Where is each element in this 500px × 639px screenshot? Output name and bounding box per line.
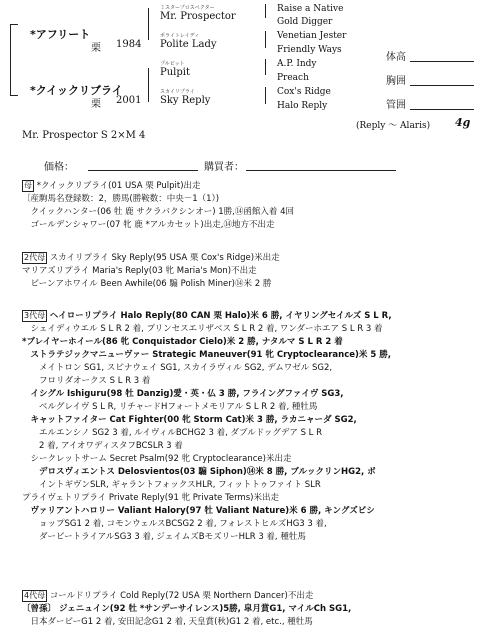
dam-name: *クイックリブライ xyxy=(30,84,123,97)
buyer-label: 購買者： xyxy=(204,162,244,173)
section-line: イントギヴンSLR, ギャラントフォックスHLR, フィットトゥファイト SLR xyxy=(22,480,321,490)
bracket-line xyxy=(10,95,18,96)
section-line: マリアズリプライ Maria's Reply(03 牝 Maria's Mon)不出走 xyxy=(22,266,257,276)
section-2nd-dam xyxy=(22,252,280,291)
cannon-label: 管囲 xyxy=(386,100,406,111)
section-line: 2 着, アイオワディスタフBCSLR 3 着 xyxy=(22,441,183,451)
cannon-field xyxy=(410,109,474,110)
gen3-4: Friendly Ways xyxy=(277,45,342,55)
gen3-5: A.P. Indy xyxy=(277,59,317,69)
section-line: キャットファイター Cat Fighter(00 牝 Storm Cat)米 3 勝, ラカニャーダ SG2, xyxy=(22,415,357,425)
section-line: 日本ダービーG1 2 着, 安田記念G1 2 着, 天皇賞(秋)G1 2 着, etc., 種牡馬 xyxy=(22,617,313,627)
dam-sire-name: Pulpit xyxy=(160,67,190,78)
section-line: フロリダオークス S L R 3 着 xyxy=(22,376,151,386)
sire-dam-ruby: ポライトレイディ xyxy=(160,33,200,39)
section-line: ストラテジックマニューヴァー Strategic Maneuver(91 牝 Cryptoclearance)米 5 勝, xyxy=(22,350,391,360)
section-4th-dam xyxy=(22,590,351,629)
section-tag: 2代母 xyxy=(24,253,46,262)
buyer-field xyxy=(246,170,396,171)
height-label: 体高 xyxy=(386,52,406,63)
gen3-3: Venetian Jester xyxy=(277,31,347,41)
bracket-line xyxy=(10,24,11,96)
section-line: ョップSG1 2 着, コモンウェルスBCSG2 2 着, フォレストヒルズHG3 3 着, xyxy=(22,519,327,529)
gen3-1: Raise a Native xyxy=(277,4,344,14)
section-line: *クイックリブライ(01 USA 栗 Pulpit)出走 xyxy=(36,181,201,191)
height-field xyxy=(410,61,474,62)
section-line: プライヴェトリプライ Private Reply(91 牝 Private Terms)米出走 xyxy=(22,493,279,503)
section-line: ビーンアホワイル Been Awhile(06 騸 Polish Miner)⑭米 2 勝 xyxy=(22,279,272,289)
section-line: スカイリプライ Sky Reply(95 USA 栗 Cox's Ridge)米出走 xyxy=(49,253,280,263)
bracket-line xyxy=(265,87,266,104)
bracket-line xyxy=(10,24,18,25)
reply-note: (Reply ～ Alaris) xyxy=(356,121,431,131)
sire-dam-name: Polite Lady xyxy=(160,39,217,50)
sire-year: 1984 xyxy=(116,39,142,50)
gen3-7: Cox's Ridge xyxy=(277,87,331,97)
section-line: 〔曾孫〕 ジェニュイン(92 牡 *サンデーサイレンス)5勝, 皐月賞G1, マイルCh SG1, xyxy=(22,604,352,614)
section-tag: 母 xyxy=(24,181,32,190)
price-label: 価格： xyxy=(44,162,74,173)
section-line: ヴァリアントハロリー Valiant Halory(97 牡 Valiant Nature)米 6 勝, キングズビシ xyxy=(22,506,375,516)
section-tag: 3代母 xyxy=(24,311,46,320)
bracket-line xyxy=(265,59,266,75)
section-line: ゴールデンシャワー(07 牝 鹿 *アルカセット)出走,⑭地方不出走 xyxy=(22,220,275,230)
girth-field xyxy=(410,85,474,86)
section-line: クイックハンター(06 牡 鹿 サクラバクシンオー) 1勝,⑭函館入着 4回 xyxy=(22,207,294,217)
dam-dam-ruby: スカイリプライ xyxy=(160,89,195,95)
dam-sire-ruby: プルピット xyxy=(160,61,185,67)
section-line: デロスヴィエントス Delosvientos(03 騸 Siphon)⑭米 8 勝, ブルックリンHG2, ボ xyxy=(22,467,376,477)
section-line: メイトロン SG1, スピナウェイ SG1, スカイラヴィル SG2, デムワゼル SG2, xyxy=(22,363,333,373)
sire-name: *アフリート xyxy=(30,28,91,41)
dam-color: 栗 xyxy=(91,99,101,110)
section-line: ダービートライアルSG3 3 着, ジェイムズBモズリーHLR 3 着, 種牡馬 xyxy=(22,532,306,542)
section-line: コールドリプライ Cold Reply(72 USA 栗 Northern Dancer)不出走 xyxy=(49,591,314,601)
bracket-line xyxy=(265,31,266,48)
weight-mark: 4g xyxy=(455,116,471,129)
section-line: 〔産駒馬名登録数：2，勝馬(勝鞍数：中央－1（1）) xyxy=(22,194,220,204)
dam-dam-name: Sky Reply xyxy=(160,95,211,106)
section-dam xyxy=(22,180,294,232)
section-line: ベルグレイヴ S L R, リチャードHフォートメモリアル S L R 2 着, 種牡馬 xyxy=(22,402,318,412)
sire-sire-name: Mr. Prospector xyxy=(160,11,236,22)
bracket-line xyxy=(265,4,266,18)
section-line: ヘイローリプライ Halo Reply(80 CAN 栗 Halo)米 6 勝, イヤリングセイルズ S L R, xyxy=(49,311,392,321)
bracket-line xyxy=(148,8,149,40)
section-line: シェイディウエル S L R 2 着, プリンセスエリザベス S L R 2 着, ワンダーホエア S L R 3 着 xyxy=(22,324,383,334)
sire-sire-ruby: ミスタープロスペクター xyxy=(160,5,215,11)
inbreeding-note: Mr. Prospector S 2×M 4 xyxy=(22,130,146,141)
sire-color: 栗 xyxy=(91,43,101,54)
section-line: *ブレイヤーホイール(86 牝 Conquistador Cielo)米 2 勝, ナタルマ S L R 2 着 xyxy=(22,337,343,347)
section-line: イシグル Ishiguru(98 牡 Danzig)愛・英・仏 3 勝, フライングファイヴ SG3, xyxy=(22,389,344,399)
gen3-6: Preach xyxy=(277,73,309,83)
dam-year: 2001 xyxy=(116,95,142,106)
section-tag: 4代母 xyxy=(24,591,46,600)
gen3-8: Halo Reply xyxy=(277,101,328,111)
girth-label: 胸囲 xyxy=(386,76,406,87)
section-line: シークレットサーム Secret Psalm(92 牝 Cryptoclearance)米出走 xyxy=(22,454,292,464)
section-3rd-dam xyxy=(22,310,392,544)
price-field xyxy=(88,170,198,171)
gen3-2: Gold Digger xyxy=(277,17,333,27)
bracket-line xyxy=(148,68,149,102)
section-line: エルエンシノ SG2 3 着, ルイヴィルBCHG2 3 着, ダブルドッグデア S L R xyxy=(22,428,323,438)
